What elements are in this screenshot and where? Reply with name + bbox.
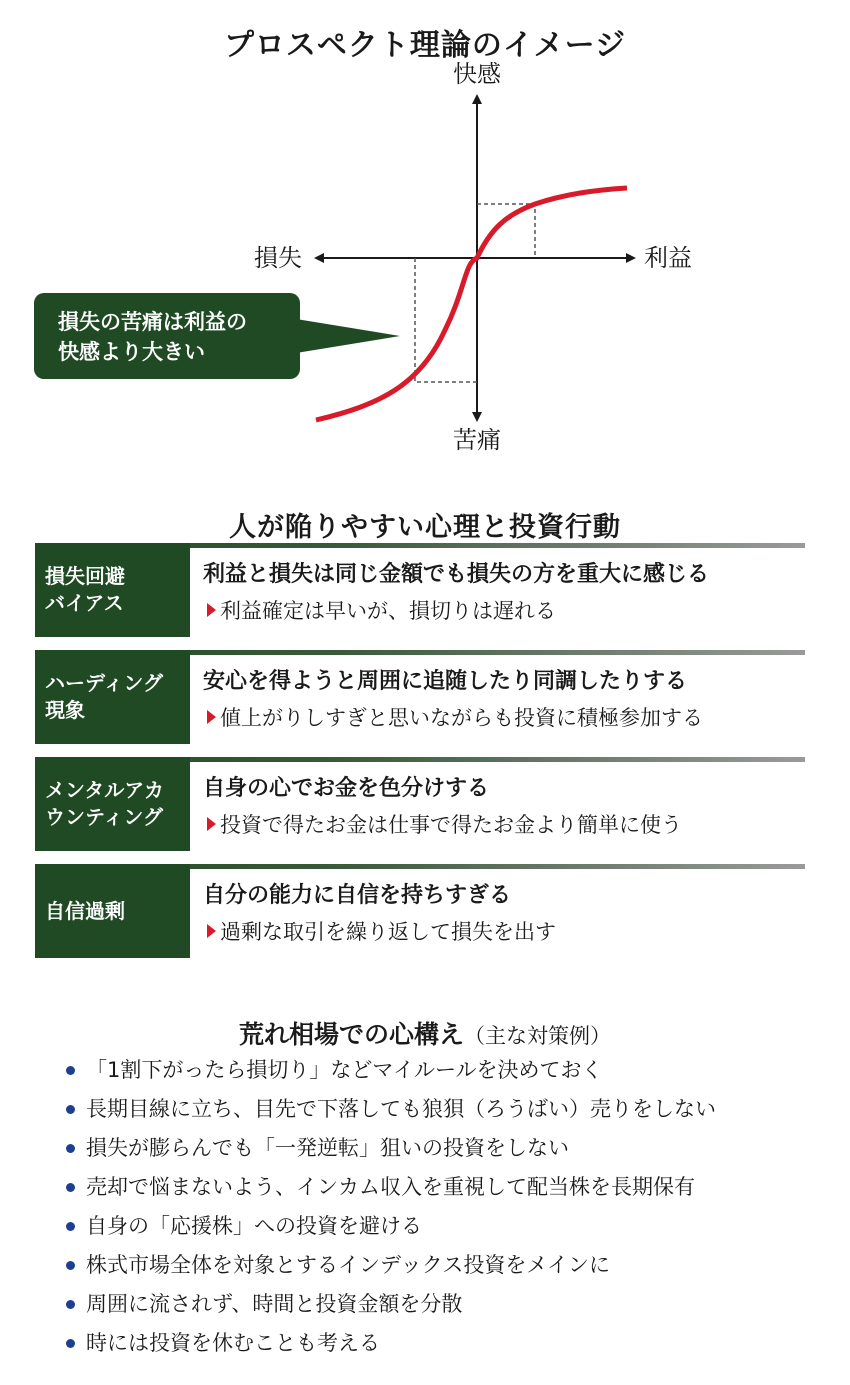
triangle-bullet-icon (207, 924, 216, 938)
triangle-bullet-icon (207, 603, 216, 617)
list-item (66, 1328, 716, 1367)
tip-text: 株式市場全体を対象とするインデックス投資をメインに (86, 1253, 610, 1277)
prospect-theory-diagram (0, 0, 850, 470)
bullet-dot-icon (66, 1066, 75, 1075)
callout-pointer (290, 318, 400, 354)
list-item (66, 1172, 716, 1211)
gain-guide (477, 204, 535, 258)
value-curve (316, 188, 627, 420)
list-item (66, 1250, 716, 1289)
bullet-dot-icon (66, 1261, 75, 1270)
bias-behavior-text: 投資で得たお金は仕事で得たお金より簡単に使う (220, 813, 682, 837)
tips-title (0, 1015, 850, 1051)
bias-label (35, 543, 190, 637)
list-item (66, 1133, 716, 1172)
bullet-dot-icon (66, 1183, 75, 1192)
axis-label-pleasure: 快感 (453, 60, 501, 88)
bias-label-line: 現象 (45, 698, 85, 722)
axis-label-gain: 利益 (644, 244, 692, 272)
bullet-dot-icon (66, 1339, 75, 1348)
callout-line-2: 快感より大きい (58, 340, 205, 364)
bullet-dot-icon (66, 1144, 75, 1153)
bias-description: 自身の心でお金を色分けする (203, 776, 490, 801)
bias-row-mental-accounting (35, 757, 805, 851)
bullet-dot-icon (66, 1222, 75, 1231)
axis-label-loss: 損失 (254, 244, 302, 272)
bullet-dot-icon (66, 1105, 75, 1114)
tips-title-note: （主な対策例） (464, 1024, 611, 1048)
bias-label (35, 650, 190, 744)
bias-label-line: ハーディング (45, 671, 163, 695)
callout-box (34, 293, 300, 379)
tip-text: 長期目線に立ち、目先で下落しても狼狽（ろうばい）売りをしない (86, 1097, 716, 1121)
tip-text: 売却で悩まないよう、インカム収入を重視して配当株を長期保有 (86, 1175, 695, 1199)
bias-label (35, 864, 190, 958)
bias-label-line: 損失回避 (45, 564, 125, 588)
list-item (66, 1289, 716, 1328)
bias-label-line: ウンティング (45, 805, 163, 829)
bias-label-line: バイアス (45, 591, 124, 615)
bias-row-loss-aversion (35, 543, 805, 637)
tips-list (66, 1055, 716, 1367)
list-item (66, 1211, 716, 1250)
diagram-title: プロスペクト理論のイメージ (223, 28, 627, 63)
bias-behavior-text: 過剰な取引を繰り返して損失を出す (220, 920, 556, 944)
tip-text: 時には投資を休むことも考える (86, 1331, 380, 1355)
tip-text: 「1割下がったら損切り」などマイルールを決めておく (86, 1058, 603, 1082)
bias-behavior (207, 809, 682, 839)
bias-row-overconfidence (35, 864, 805, 958)
axis-label-pain: 苦痛 (453, 426, 501, 454)
bias-row-herding (35, 650, 805, 744)
bias-label-line: メンタルアカ (45, 778, 164, 802)
bias-description: 自分の能力に自信を持ちすぎる (203, 883, 512, 908)
list-item (66, 1094, 716, 1133)
list-item (66, 1055, 716, 1094)
tip-text: 周囲に流されず、時間と投資金額を分散 (86, 1292, 463, 1316)
triangle-bullet-icon (207, 710, 216, 724)
tips-title-main: 荒れ相場での心構え (238, 1020, 464, 1049)
bias-behavior (207, 916, 556, 946)
bullet-dot-icon (66, 1300, 75, 1309)
triangle-bullet-icon (207, 817, 216, 831)
bias-behavior-text: 利益確定は早いが、損切りは遅れる (220, 599, 556, 623)
bias-behavior (207, 595, 556, 625)
bias-behavior (207, 702, 703, 732)
bias-description: 利益と損失は同じ金額でも損失の方を重大に感じる (203, 562, 710, 587)
callout-line-1: 損失の苦痛は利益の (58, 310, 247, 334)
bias-label (35, 757, 190, 851)
bias-description: 安心を得ようと周囲に追随したり同調したりする (203, 669, 688, 694)
bias-behavior-text: 値上がりしすぎと思いながらも投資に積極参加する (220, 706, 703, 730)
tip-text: 損失が膨らんでも「一発逆転」狙いの投資をしない (86, 1136, 569, 1160)
biases-title: 人が陥りやすい心理と投資行動 (229, 512, 621, 543)
bias-label-line: 自信過剰 (45, 898, 125, 923)
tip-text: 自身の「応援株」への投資を避ける (86, 1214, 422, 1238)
